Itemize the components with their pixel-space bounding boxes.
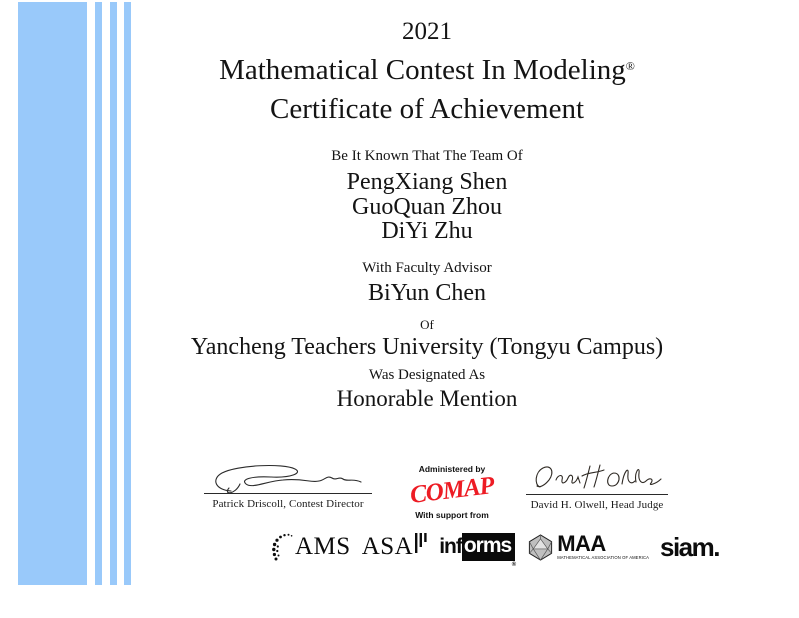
ams-text: AMS (295, 533, 351, 560)
maa-text: MAA (557, 531, 606, 557)
comap-logo: COMAP (408, 471, 496, 510)
siam-logo (660, 532, 719, 563)
judge-caption: David H. Olwell, Head Judge (530, 499, 664, 511)
informs-logo (439, 533, 517, 568)
team-intro-text: Be It Known That The Team Of (331, 148, 523, 164)
maa-text-block (557, 533, 649, 560)
contest-title (55, 55, 799, 85)
director-signature-block (204, 458, 372, 510)
informs-prefix-text: inf (439, 535, 462, 558)
ams-logo (271, 532, 351, 562)
maa-icosahedron-icon (526, 533, 555, 562)
designation-intro-text: Was Designated As (368, 367, 486, 383)
director-caption: Patrick Driscoll, Contest Director (212, 498, 364, 510)
team-member-name: DiYi Zhu (381, 218, 473, 244)
director-signature (207, 458, 369, 495)
team-member-name: GuoQuan Zhou (352, 194, 502, 220)
maa-logo (526, 533, 649, 562)
advisor-name: BiYun Chen (367, 280, 486, 306)
designation-text: Honorable Mention (336, 386, 518, 411)
contest-title-text: Mathematical Contest In Modeling (219, 54, 626, 86)
comap-administered-label: Administered by (418, 464, 486, 474)
comap-support-label: With support from (415, 510, 489, 520)
judge-signature (530, 460, 664, 496)
ams-spiral-icon (271, 532, 293, 562)
of-text: Of (420, 317, 434, 332)
siam-text: siam. (659, 531, 719, 562)
sponsor-logo-row (271, 530, 719, 568)
certificate-subtitle: Certificate of Achievement (269, 93, 585, 125)
signature-line (526, 494, 668, 495)
informs-registered-mark: ® (511, 562, 517, 568)
comap-block (401, 464, 503, 520)
year-text: 2021 (402, 18, 452, 45)
judge-signature-block (526, 460, 668, 511)
team-member-name: PengXiang Shen (346, 169, 508, 195)
asa-bars-icon (415, 531, 428, 557)
maa-subtext: MATHEMATICAL ASSOCIATION OF AMERICA (557, 555, 649, 561)
informs-box-text: orms (462, 533, 515, 561)
asa-text: ASA (361, 533, 414, 560)
registered-mark: ® (625, 59, 635, 73)
institution-name: Yancheng Teachers University (Tongyu Campus) (190, 334, 664, 360)
asa-logo (362, 533, 429, 561)
advisor-intro-text: With Faculty Advisor (362, 260, 492, 276)
